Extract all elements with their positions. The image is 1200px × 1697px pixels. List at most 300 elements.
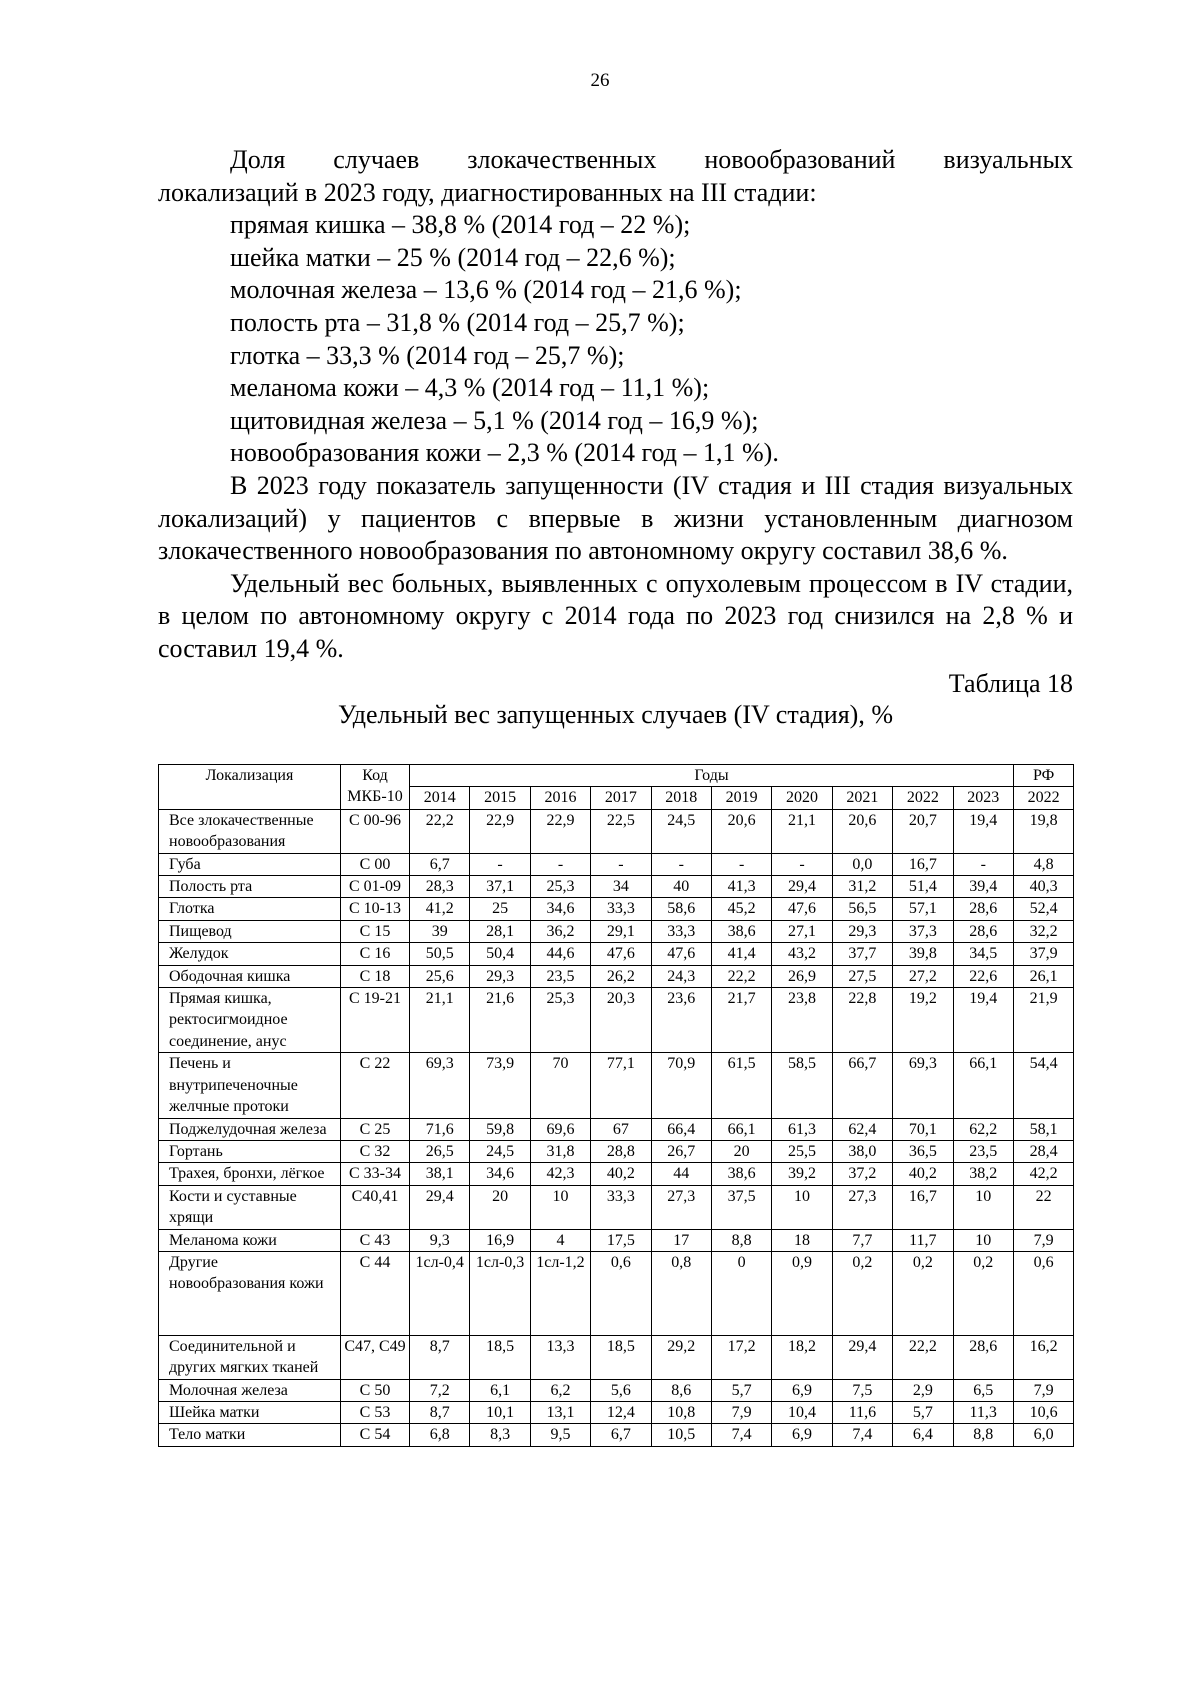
cell-value: 58,6 <box>651 898 711 920</box>
cell-code: С 18 <box>341 965 410 987</box>
cell-code: С 54 <box>341 1424 410 1446</box>
table-row <box>159 809 1074 853</box>
table-row <box>159 1379 1074 1401</box>
cell-value: 67 <box>591 1118 651 1140</box>
cell-value: 16,7 <box>893 853 953 875</box>
cell-value: 26,1 <box>1013 965 1073 987</box>
cell-value: 4,8 <box>1013 853 1073 875</box>
cell-value: 10,8 <box>651 1401 711 1423</box>
cell-value: 1сл-0,4 <box>410 1251 470 1335</box>
cell-value: 54,4 <box>1013 1053 1073 1118</box>
cell-value: 59,8 <box>470 1118 530 1140</box>
cell-value: 29,3 <box>832 920 892 942</box>
cell-value: 22,9 <box>470 809 530 853</box>
cell-value: 2,9 <box>893 1379 953 1401</box>
cell-value: 7,7 <box>832 1229 892 1251</box>
paragraph-stage4: Удельный вес больных, выявленных с опухолевым процессом в IV стадии, в целом по автономному округу с 2014 года по 2023 год снизился на 2,8 % и составил 19,4 %. <box>158 568 1073 663</box>
cell-value: 66,7 <box>832 1053 892 1118</box>
cell-value: 16,9 <box>470 1229 530 1251</box>
cell-value: - <box>772 853 832 875</box>
header-year: 2019 <box>711 787 771 809</box>
cell-value: 19,4 <box>953 988 1013 1053</box>
cell-value: 66,1 <box>711 1118 771 1140</box>
cell-value: 8,3 <box>470 1424 530 1446</box>
cell-value: 29,4 <box>410 1185 470 1229</box>
header-year: 2021 <box>832 787 892 809</box>
cell-value: 44,6 <box>530 943 590 965</box>
cell-value: 6,9 <box>772 1424 832 1446</box>
intro-line-2: локализаций в 2023 году, диагностированных на III стадии: <box>158 177 817 207</box>
cell-value: - <box>470 853 530 875</box>
cell-value: 39,4 <box>953 876 1013 898</box>
stage3-list <box>158 209 1073 470</box>
cell-value: 37,3 <box>893 920 953 942</box>
cell-value: 37,2 <box>832 1163 892 1185</box>
cell-value: 29,1 <box>591 920 651 942</box>
cell-value: 12,4 <box>591 1401 651 1423</box>
cell-value: 0,2 <box>893 1251 953 1335</box>
stage4-table <box>158 764 1074 1447</box>
cell-value: 0,6 <box>1013 1251 1073 1335</box>
cell-value: 39 <box>410 920 470 942</box>
cell-value: 22,9 <box>530 809 590 853</box>
cell-value: 21,9 <box>1013 988 1073 1053</box>
table-row <box>159 943 1074 965</box>
cell-value: 29,3 <box>470 965 530 987</box>
cell-value: 16,2 <box>1013 1335 1073 1379</box>
cell-value: 38,2 <box>953 1163 1013 1185</box>
header-year: 2020 <box>772 787 832 809</box>
cell-value: 18,5 <box>470 1335 530 1379</box>
cell-value: 7,9 <box>711 1401 771 1423</box>
cell-localization: Прямая кишка, ректосигмоидное соединение, анус <box>159 988 341 1053</box>
cell-value: 10 <box>953 1185 1013 1229</box>
cell-value: 33,3 <box>651 920 711 942</box>
cell-value: 6,0 <box>1013 1424 1073 1446</box>
cell-value: 23,6 <box>651 988 711 1053</box>
cell-localization: Соединительной и других мягких тканей <box>159 1335 341 1379</box>
cell-value: 29,4 <box>832 1335 892 1379</box>
cell-value: 33,3 <box>591 1185 651 1229</box>
cell-value: 10 <box>772 1185 832 1229</box>
cell-localization: Печень и внутрипеченочные желчные протоки <box>159 1053 341 1118</box>
list-item: щитовидная железа – 5,1 % (2014 год – 16,9 %); <box>230 405 759 435</box>
cell-value: 34,6 <box>530 898 590 920</box>
cell-value: 1сл-0,3 <box>470 1251 530 1335</box>
cell-code: С 16 <box>341 943 410 965</box>
cell-code: С 25 <box>341 1118 410 1140</box>
cell-value: 40,3 <box>1013 876 1073 898</box>
cell-value: 29,2 <box>651 1335 711 1379</box>
cell-value: 24,3 <box>651 965 711 987</box>
cell-value: 22,2 <box>893 1335 953 1379</box>
cell-value: - <box>711 853 771 875</box>
cell-localization: Тело матки <box>159 1424 341 1446</box>
cell-value: 27,3 <box>832 1185 892 1229</box>
cell-localization: Меланома кожи <box>159 1229 341 1251</box>
cell-localization: Другие новообразования кожи <box>159 1251 341 1335</box>
cell-localization: Губа <box>159 853 341 875</box>
cell-code: С 53 <box>341 1401 410 1423</box>
cell-localization: Гортань <box>159 1140 341 1162</box>
table-row <box>159 1401 1074 1423</box>
cell-value: 28,6 <box>953 920 1013 942</box>
cell-value: 6,7 <box>410 853 470 875</box>
body-text <box>158 144 1073 730</box>
cell-localization: Желудок <box>159 943 341 965</box>
cell-value: 52,4 <box>1013 898 1073 920</box>
cell-code: С 01-09 <box>341 876 410 898</box>
cell-value: 37,9 <box>1013 943 1073 965</box>
cell-value: 7,9 <box>1013 1229 1073 1251</box>
cell-value: 39,2 <box>772 1163 832 1185</box>
cell-localization: Ободочная кишка <box>159 965 341 987</box>
cell-value: 69,6 <box>530 1118 590 1140</box>
cell-value: 24,5 <box>651 809 711 853</box>
cell-value: 13,1 <box>530 1401 590 1423</box>
list-item: шейка матки – 25 % (2014 год – 22,6 %); <box>230 242 676 272</box>
table-row <box>159 1251 1074 1335</box>
cell-value: 73,9 <box>470 1053 530 1118</box>
cell-value: 25 <box>470 898 530 920</box>
cell-code: С 32 <box>341 1140 410 1162</box>
table-header <box>159 765 1074 810</box>
cell-value: 7,4 <box>832 1424 892 1446</box>
cell-code: С 44 <box>341 1251 410 1335</box>
cell-value: 26,5 <box>410 1140 470 1162</box>
table-row <box>159 1229 1074 1251</box>
cell-value: 42,2 <box>1013 1163 1073 1185</box>
cell-value: 22 <box>1013 1185 1073 1229</box>
cell-value: 7,4 <box>711 1424 771 1446</box>
cell-value: 10,6 <box>1013 1401 1073 1423</box>
cell-value: 11,3 <box>953 1401 1013 1423</box>
cell-value: 4 <box>530 1229 590 1251</box>
cell-value: 62,4 <box>832 1118 892 1140</box>
cell-value: 27,1 <box>772 920 832 942</box>
cell-localization: Пищевод <box>159 920 341 942</box>
cell-value: 9,3 <box>410 1229 470 1251</box>
cell-value: 24,5 <box>470 1140 530 1162</box>
cell-value: 10,4 <box>772 1401 832 1423</box>
cell-value: 31,2 <box>832 876 892 898</box>
cell-value: 17 <box>651 1229 711 1251</box>
cell-value: - <box>651 853 711 875</box>
cell-value: 50,4 <box>470 943 530 965</box>
cell-value: 22,2 <box>711 965 771 987</box>
cell-value: 25,3 <box>530 876 590 898</box>
header-rf-group: РФ <box>1013 765 1073 787</box>
cell-value: 36,5 <box>893 1140 953 1162</box>
cell-value: 23,5 <box>530 965 590 987</box>
cell-value: 11,6 <box>832 1401 892 1423</box>
cell-value: 37,7 <box>832 943 892 965</box>
cell-value: 45,2 <box>711 898 771 920</box>
cell-value: 25,3 <box>530 988 590 1053</box>
cell-value: - <box>953 853 1013 875</box>
cell-value: 20,6 <box>832 809 892 853</box>
list-item: глотка – 33,3 % (2014 год – 25,7 %); <box>230 340 625 370</box>
cell-value: 6,8 <box>410 1424 470 1446</box>
cell-code: С 15 <box>341 920 410 942</box>
cell-value: 77,1 <box>591 1053 651 1118</box>
table-title: Удельный вес запущенных случаев (IV стадия), % <box>337 700 893 730</box>
header-year: 2017 <box>591 787 651 809</box>
cell-value: 1сл-1,2 <box>530 1251 590 1335</box>
cell-value: 34,6 <box>470 1163 530 1185</box>
cell-value: 37,1 <box>470 876 530 898</box>
cell-value: 70,1 <box>893 1118 953 1140</box>
paragraph-neglect: В 2023 году показатель запущенности (IV стадия и III стадия визуальных локализаций) у пациентов с впервые в жизни установленным диагнозом злокачественного новообразования по автономному округу составил 38,6 %. <box>158 470 1073 566</box>
cell-value: 5,7 <box>893 1401 953 1423</box>
cell-value: 11,7 <box>893 1229 953 1251</box>
header-rf-year: 2022 <box>1013 787 1073 809</box>
cell-value: 10,5 <box>651 1424 711 1446</box>
cell-value: 28,1 <box>470 920 530 942</box>
cell-value: 0 <box>711 1251 771 1335</box>
cell-value: 58,1 <box>1013 1118 1073 1140</box>
cell-localization: Поджелудочная железа <box>159 1118 341 1140</box>
cell-localization: Все злокачественные новообразования <box>159 809 341 853</box>
cell-localization: Полость рта <box>159 876 341 898</box>
cell-value: 5,6 <box>591 1379 651 1401</box>
cell-value: 58,5 <box>772 1053 832 1118</box>
table-row <box>159 920 1074 942</box>
cell-value: 38,6 <box>711 1163 771 1185</box>
cell-value: 38,1 <box>410 1163 470 1185</box>
cell-code: С 00-96 <box>341 809 410 853</box>
cell-value: 0,0 <box>832 853 892 875</box>
cell-code: С 50 <box>341 1379 410 1401</box>
cell-value: 39,8 <box>893 943 953 965</box>
cell-value: 22,6 <box>953 965 1013 987</box>
cell-value: 6,2 <box>530 1379 590 1401</box>
cell-value: 18,5 <box>591 1335 651 1379</box>
cell-value: 13,3 <box>530 1335 590 1379</box>
table-label: Таблица 18 <box>948 668 1073 698</box>
header-localization: Локализация <box>159 765 341 810</box>
cell-value: 57,1 <box>893 898 953 920</box>
cell-value: 0,2 <box>953 1251 1013 1335</box>
table-row <box>159 1140 1074 1162</box>
table-row <box>159 876 1074 898</box>
cell-value: 36,2 <box>530 920 590 942</box>
cell-localization: Трахея, бронхи, лёгкое <box>159 1163 341 1185</box>
cell-value: 6,1 <box>470 1379 530 1401</box>
header-year: 2016 <box>530 787 590 809</box>
list-item: молочная железа – 13,6 % (2014 год – 21,6 %); <box>230 275 742 305</box>
cell-value: 28,8 <box>591 1140 651 1162</box>
cell-value: 6,9 <box>772 1379 832 1401</box>
cell-value: - <box>591 853 651 875</box>
cell-value: 28,3 <box>410 876 470 898</box>
cell-value: 40,2 <box>591 1163 651 1185</box>
cell-value: 38,0 <box>832 1140 892 1162</box>
cell-value: 37,5 <box>711 1185 771 1229</box>
cell-value: 8,8 <box>953 1424 1013 1446</box>
header-year: 2015 <box>470 787 530 809</box>
cell-value: 22,8 <box>832 988 892 1053</box>
cell-value: 18 <box>772 1229 832 1251</box>
cell-value: 50,5 <box>410 943 470 965</box>
cell-value: 6,4 <box>893 1424 953 1446</box>
cell-localization: Молочная железа <box>159 1379 341 1401</box>
cell-code: С 10-13 <box>341 898 410 920</box>
cell-value: 44 <box>651 1163 711 1185</box>
table-row <box>159 898 1074 920</box>
table-row <box>159 988 1074 1053</box>
cell-value: 61,5 <box>711 1053 771 1118</box>
cell-value: 26,7 <box>651 1140 711 1162</box>
cell-value: 8,7 <box>410 1335 470 1379</box>
header-year: 2014 <box>410 787 470 809</box>
cell-value: 71,6 <box>410 1118 470 1140</box>
cell-value: 70 <box>530 1053 590 1118</box>
cell-value: 0,9 <box>772 1251 832 1335</box>
list-item: прямая кишка – 38,8 % (2014 год – 22 %); <box>230 210 691 240</box>
cell-value: 20 <box>711 1140 771 1162</box>
cell-value: 20,7 <box>893 809 953 853</box>
cell-value: 28,6 <box>953 898 1013 920</box>
cell-localization: Глотка <box>159 898 341 920</box>
table-row <box>159 1335 1074 1379</box>
cell-value: 34,5 <box>953 943 1013 965</box>
cell-value: 51,4 <box>893 876 953 898</box>
cell-value: 20,3 <box>591 988 651 1053</box>
table-body <box>159 809 1074 1446</box>
cell-value: 40,2 <box>893 1163 953 1185</box>
cell-value: 10,1 <box>470 1401 530 1423</box>
cell-code: С 43 <box>341 1229 410 1251</box>
cell-localization: Кости и суставные хрящи <box>159 1185 341 1229</box>
cell-value: 17,2 <box>711 1335 771 1379</box>
cell-value: 21,7 <box>711 988 771 1053</box>
cell-code: С40,41 <box>341 1185 410 1229</box>
cell-value: 42,3 <box>530 1163 590 1185</box>
cell-value: 8,7 <box>410 1401 470 1423</box>
cell-value: 21,6 <box>470 988 530 1053</box>
header-year: 2023 <box>953 787 1013 809</box>
header-year: 2018 <box>651 787 711 809</box>
cell-value: 47,6 <box>772 898 832 920</box>
cell-value: 20,6 <box>711 809 771 853</box>
table-row <box>159 1424 1074 1446</box>
header-years-group: Годы <box>410 765 1014 787</box>
cell-value: 20 <box>470 1185 530 1229</box>
cell-value: 56,5 <box>832 898 892 920</box>
table-row <box>159 1118 1074 1140</box>
cell-value: 41,3 <box>711 876 771 898</box>
cell-code: С 00 <box>341 853 410 875</box>
cell-value: 27,3 <box>651 1185 711 1229</box>
cell-value: 21,1 <box>772 809 832 853</box>
list-item: новообразования кожи – 2,3 % (2014 год – 1,1 %). <box>230 438 779 468</box>
cell-value: 8,8 <box>711 1229 771 1251</box>
cell-value: 27,2 <box>893 965 953 987</box>
cell-value: 10 <box>530 1185 590 1229</box>
cell-value: 0,6 <box>591 1251 651 1335</box>
table-row <box>159 1185 1074 1229</box>
cell-value: 69,3 <box>893 1053 953 1118</box>
cell-value: 9,5 <box>530 1424 590 1446</box>
cell-value: 61,3 <box>772 1118 832 1140</box>
list-item: меланома кожи – 4,3 % (2014 год – 11,1 %); <box>230 373 710 403</box>
cell-value: 25,5 <box>772 1140 832 1162</box>
cell-value: 69,3 <box>410 1053 470 1118</box>
cell-value: 26,9 <box>772 965 832 987</box>
cell-value: 7,9 <box>1013 1379 1073 1401</box>
cell-value: 31,8 <box>530 1140 590 1162</box>
cell-code: С 33-34 <box>341 1163 410 1185</box>
cell-value: 41,2 <box>410 898 470 920</box>
cell-value: 43,2 <box>772 943 832 965</box>
cell-value: 21,1 <box>410 988 470 1053</box>
cell-value: 7,2 <box>410 1379 470 1401</box>
cell-localization: Шейка матки <box>159 1401 341 1423</box>
intro-line-1: Доля случаев злокачественных новообразований визуальных <box>230 145 1073 174</box>
cell-value: 19,2 <box>893 988 953 1053</box>
cell-value: 25,6 <box>410 965 470 987</box>
cell-value: 19,4 <box>953 809 1013 853</box>
table-row <box>159 1053 1074 1118</box>
cell-value: 5,7 <box>711 1379 771 1401</box>
cell-code: С47, С49 <box>341 1335 410 1379</box>
cell-value: 8,6 <box>651 1379 711 1401</box>
cell-value: 62,2 <box>953 1118 1013 1140</box>
cell-value: 66,1 <box>953 1053 1013 1118</box>
cell-value: 10 <box>953 1229 1013 1251</box>
cell-value: 27,5 <box>832 965 892 987</box>
cell-value: 26,2 <box>591 965 651 987</box>
page-number: 26 <box>590 70 610 91</box>
header-year: 2022 <box>893 787 953 809</box>
cell-value: 0,8 <box>651 1251 711 1335</box>
cell-value: 29,4 <box>772 876 832 898</box>
cell-value: - <box>530 853 590 875</box>
cell-value: 66,4 <box>651 1118 711 1140</box>
cell-code: С 22 <box>341 1053 410 1118</box>
cell-value: 22,5 <box>591 809 651 853</box>
cell-value: 28,4 <box>1013 1140 1073 1162</box>
cell-value: 38,6 <box>711 920 771 942</box>
cell-value: 28,6 <box>953 1335 1013 1379</box>
cell-value: 47,6 <box>651 943 711 965</box>
cell-value: 23,8 <box>772 988 832 1053</box>
cell-value: 40 <box>651 876 711 898</box>
cell-value: 22,2 <box>410 809 470 853</box>
cell-value: 33,3 <box>591 898 651 920</box>
cell-value: 41,4 <box>711 943 771 965</box>
cell-value: 47,6 <box>591 943 651 965</box>
cell-value: 6,5 <box>953 1379 1013 1401</box>
cell-code: С 19-21 <box>341 988 410 1053</box>
table-row <box>159 853 1074 875</box>
cell-value: 34 <box>591 876 651 898</box>
cell-value: 17,5 <box>591 1229 651 1251</box>
cell-value: 6,7 <box>591 1424 651 1446</box>
cell-value: 7,5 <box>832 1379 892 1401</box>
cell-value: 23,5 <box>953 1140 1013 1162</box>
cell-value: 19,8 <box>1013 809 1073 853</box>
header-code: Код МКБ-10 <box>341 765 410 810</box>
table-row <box>159 1163 1074 1185</box>
table-row <box>159 965 1074 987</box>
cell-value: 18,2 <box>772 1335 832 1379</box>
cell-value: 70,9 <box>651 1053 711 1118</box>
cell-value: 16,7 <box>893 1185 953 1229</box>
cell-value: 32,2 <box>1013 920 1073 942</box>
cell-value: 0,2 <box>832 1251 892 1335</box>
